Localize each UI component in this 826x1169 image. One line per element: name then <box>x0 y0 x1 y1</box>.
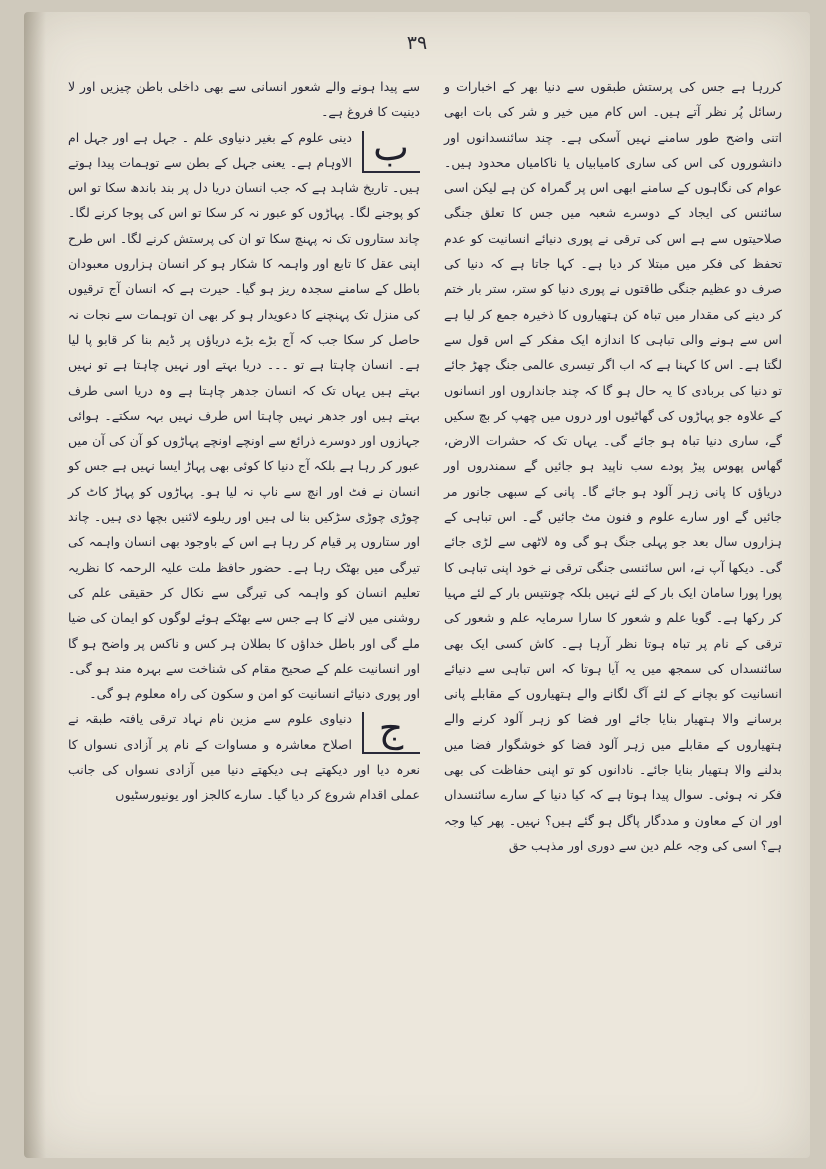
section-b-text: دینی علوم کے بغیر دنیاوی علم ۔ جہل ہے اور جہل ام الاوہام ہے۔ یعنی جہل کے بطن سے توہمات پیدا ہوتے ہیں۔ تاریخ شاہد ہے کہ جب انسان دریا دل پر بند باندھ سکا تو اس کو پوجنے لگا۔ پہاڑوں کو عبور نہ کر سکا تو اس کی پوجا کرنے لگا۔ چاند ستاروں تک نہ پہنچ سکا تو ان کی پرستش کرنے لگا۔ اس طرح اپنی عقل کا تابع اور واہمہ کا شکار ہو کر انسان ہزاروں معبودان باطل کے سامنے سجدہ ریز ہو گیا۔ حیرت ہے کہ انسان آج ترقیوں کی منزل تک پہنچنے کا دعویدار ہو کر بھی ان توہمات سے نجات نہ حاصل کر سکا جب کہ آج بڑے بڑے دریاؤں پر ڈیم بنا کر قابو پا لیا ہے۔ انسان چاہتا ہے تو ۔۔۔ دریا بہتے اور نہیں چاہتا ہے تو نہیں بہتے ہیں یہاں تک کہ انسان جدھر چاہتا ہے وہ دریا اسی طرف بہتے ہیں اور جدھر نہیں چاہتا اس طرف نہیں بہہ سکتے۔ ہوائی جہازوں اور دوسرے ذرائع سے اونچے اونچے پہاڑوں کو آن کی آن میں عبور کر رہا ہے بلکہ آج دنیا کا کوئی بھی پہاڑ ایسا نہیں ہے جس کو انسان نے فٹ اور انچ سے ناپ نہ لیا ہو۔ پہاڑوں کو پہاڑ کاٹ کر چوڑی چوڑی سڑکیں بنا لی ہیں اور ریلوے لائنیں بچھا دی ہیں۔ چاند اور ستاروں پر قیام کر رہا ہے اس کے باوجود بھی انسان واہمہ کی تیرگی میں بھٹک رہا ہے۔ حضور حافظ ملت علیہ الرحمہ کا نظریہ تعلیم انسان کو واہمہ کی تیرگی سے نکال کر حقیقی علم کی روشنی میں لانے کا ہے جس سے بھٹکے ہوئے لوگوں کو ایمان کی ضیا ملے گی اور باطل خداؤں کا بطلان ہر کس و ناکس پر واضح ہو گا اور انسانیت علم کے صحیح مقام کی شناخت سے بہرہ مند ہو گی۔ اور پوری دنیائے انسانیت کو امن و سکون کی راہ معلوم ہو گی۔ <box>68 129 420 702</box>
section-j-text: دنیاوی علوم سے مزین نام نہاد ترقی یافتہ طبقہ نے اصلاح معاشرہ و مساوات کے نام پر آزادی نسواں کا نعرہ دیا اور دیکھتے ہی دیکھتے دنیا میں آزادی نسواں کی جانب عملی اقدام شروع کر دیا گیا۔ سارے کالجز اور یونیورسٹیوں <box>68 711 420 803</box>
section-j <box>68 706 420 807</box>
section-b-letter: ب <box>362 127 420 171</box>
section-b <box>68 125 420 707</box>
right-column <box>444 74 782 1134</box>
right-column-text: کررہا ہے جس کی پرستش طبقوں سے دنیا بھر کے اخبارات و رسائل پُر نظر آتے ہیں۔ اس کام میں خیر و شر کی بات ابھی اتنی واضح طور سامنے نہیں آسکی ہے۔ چند سائنسدانوں اور دانشوروں کی اس کی ساری کامیابیاں یا ناکامیاں محدود ہیں۔ عوام کی نگاہوں کے سامنے ابھی اس پر گمراہ کن ہے لیکن اسی سائنس کی ایجاد کے دوسرے شعبہ میں جس کا تعلق جنگی صلاحیتوں سے ہے اس کی ترقی نے پوری دنیائے انسانیت کو عدم تحفظ کی فکر میں مبتلا کر دیا ہے۔ کہا جاتا ہے کہ دنیا کی صرف دو عظیم جنگی طاقتوں نے پوری دنیا کو ستر، ستر بار ختم کر دینے کی مقدار میں تباہ کن ہتھیاروں کا ذخیرہ جمع کر لیا ہے اس سے ہونے والی تباہی کا اندازہ ایک مفکر کے اس قول سے لگتا ہے۔ اس کا کہنا ہے کہ اب اگر تیسری عالمی جنگ چھڑ جائے تو دنیا کی بربادی کا یہ حال ہو گا کہ چند جانداروں اور انسانوں کے علاوہ جو پہاڑوں کی گھاٹیوں اور دروں میں چھپ کر بچ سکیں گے، ساری دنیا تباہ ہو جائے گی۔ یہاں تک کہ حشرات الارض، گھاس پھوس پیڑ پودے سب ناپید ہو جائیں گے سمندروں اور دریاؤں کا پانی زہر آلود ہو جائے گا۔ پانی کے سبھی جانور مر جائیں گے اور سارے علوم و فنون مٹ جائیں گے۔ اس تباہی کے ہزاروں سال بعد جو پہلی جنگ ہو گی وہ لاٹھی سے لڑی جائے گی۔ دیکھا آپ نے، اس سائنسی جنگی ترقی نے خود اپنی تباہی کا پورا پورا سامان ایک بار کے لئے نہیں بلکہ چونتیس بار کے لئے مہیا کر رکھا ہے۔ گویا علم و شعور کا سارا سرمایہ علم و شعور کی ترقی کے نام پر تباہ ہوتا نظر آرہا ہے۔ کاش کسی ایک بھی سائنسداں کی سمجھ میں یہ آیا ہوتا کہ اس تباہی سے دنیائے انسانیت کو بچانے کے لئے آگ لگانے والے ہتھیاروں کے مقابلے پانی برسانے والا ہتھیار بنایا جائے اور فضا کو زہر آلود کرنے والے ہتھیاروں کے مقابلے میں زہر آلود فضا کو خوشگوار فضا میں بدلنے والا ہتھیار بنایا جائے۔ نادانوں کو تو اپنی حفاظت کی بھی فکر نہ ہوئی۔ سوال پیدا ہوتا ہے کہ کیا دنیا کے سارے سائنسداں اور ان کے معاون و مددگار پاگل ہو گئے ہیں؟ نہیں۔ پھر کیا وجہ ہے؟ اسی کی وجہ علم دین سے دوری اور مذہب حق <box>444 79 782 853</box>
book-page <box>24 12 810 1158</box>
section-j-letter: ج <box>362 708 420 752</box>
page-number: ۳۹ <box>406 32 428 54</box>
left-column-top-text: سے پیدا ہونے والے شعور انسانی سے بھی داخلی باطن چیزیں اور لا دینیت کا فروغ ہے۔ <box>68 79 420 120</box>
left-column <box>68 74 420 1134</box>
